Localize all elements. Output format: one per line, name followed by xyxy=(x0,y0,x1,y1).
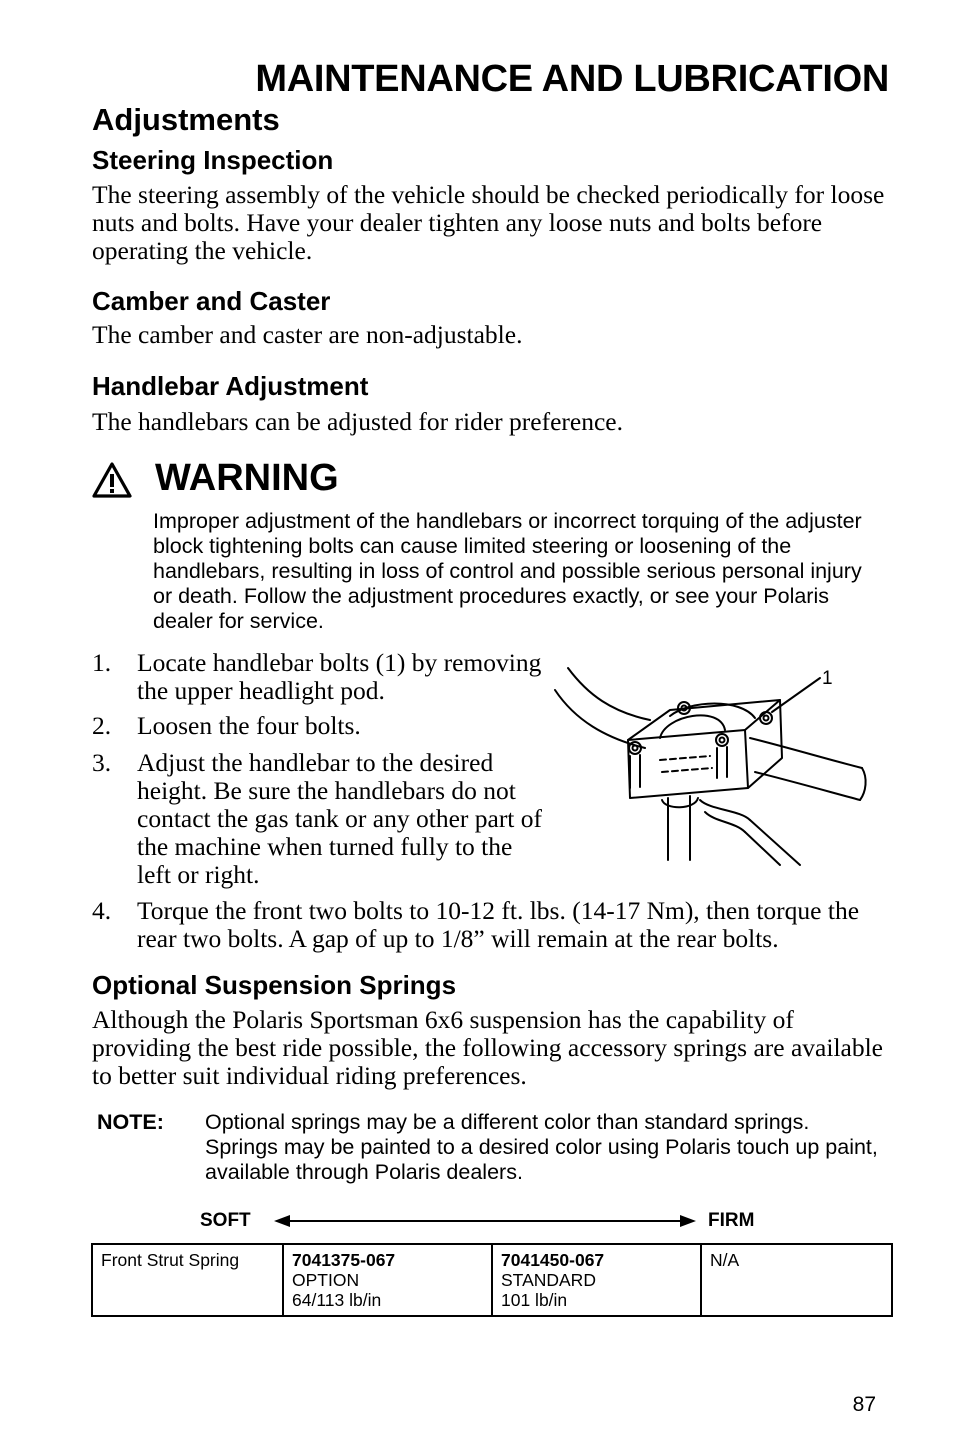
chapter-title: MAINTENANCE AND LUBRICATION xyxy=(255,58,889,100)
suspension-springs-text: Although the Polaris Sportsman 6x6 suspension has the capability of providing the best ride possible, the following accessory springs are available to better suit individual riding preferences. xyxy=(92,1005,883,1090)
soft-firm-double-arrow-icon xyxy=(272,1212,698,1230)
section-title: Adjustments xyxy=(92,102,280,137)
steering-inspection-heading: Steering Inspection xyxy=(92,145,334,175)
step-3 xyxy=(92,749,542,889)
option-spring-cell xyxy=(283,1244,492,1316)
handlebar-adjustment-heading: Handlebar Adjustment xyxy=(92,371,369,401)
camber-caster-text: The camber and caster are non-adjustable. xyxy=(92,320,523,349)
figure-callout-1: 1 xyxy=(822,668,833,689)
row-label-cell xyxy=(92,1244,283,1316)
spring-rate: 64/113 lb/in xyxy=(292,1290,382,1310)
spring-type: STANDARD xyxy=(501,1270,596,1290)
part-number: 7041450-067 xyxy=(501,1250,605,1270)
scale-firm-label: FIRM xyxy=(708,1210,755,1231)
warning-text: Improper adjustment of the handlebars or incorrect torquing of the adjuster block tightening bolts can cause limited steering or loosening of the handlebars, resulting in loss of control and possible serious personal injury or death. Follow the adjustment procedures exactly, or see your Polaris dealer for service. xyxy=(153,509,862,633)
handlebar-adjustment-text: The handlebars can be adjusted for rider preference. xyxy=(92,407,623,436)
spring-table xyxy=(91,1243,893,1317)
step-text: Loosen the four bolts. xyxy=(137,711,361,740)
step-number: 4. xyxy=(92,896,112,925)
camber-caster-heading: Camber and Caster xyxy=(92,286,331,316)
note-label: NOTE: xyxy=(97,1110,164,1134)
row-label: Front Strut Spring xyxy=(101,1250,240,1270)
part-number: 7041375-067 xyxy=(292,1250,396,1270)
note-text: Optional springs may be a different color than standard springs. Springs may be painted to a desired color using Polaris touch up paint, available through Polaris dealers. xyxy=(205,1110,878,1184)
warning-triangle-icon xyxy=(92,462,132,498)
step-number: 1. xyxy=(92,648,112,677)
spring-type: OPTION xyxy=(292,1270,360,1290)
step-4 xyxy=(92,897,896,953)
suspension-springs-heading: Optional Suspension Springs xyxy=(92,970,457,1000)
handlebar-clamp-illustration xyxy=(550,660,890,870)
steering-inspection-text: The steering assembly of the vehicle should be checked periodically for loose nuts and bolts. Have your dealer tighten any loose nuts and bolts before operating the vehicle. xyxy=(92,180,885,265)
step-text: Torque the front two bolts to 10-12 ft. lbs. (14-17 Nm), then torque the rear two bolts. A gap of up to 1/8” will remain at the rear bolts. xyxy=(137,896,860,953)
firm-value: N/A xyxy=(710,1250,740,1270)
standard-spring-cell xyxy=(492,1244,701,1316)
table-row xyxy=(92,1244,892,1316)
step-number: 3. xyxy=(92,748,112,777)
step-number: 2. xyxy=(92,711,112,740)
scale-soft-label: SOFT xyxy=(200,1210,251,1231)
step-text: Locate handlebar bolts (1) by removing the upper headlight pod. xyxy=(137,648,542,705)
step-text: Adjust the handlebar to the desired height. Be sure the handlebars do not contact the gas tank or any other part of the machine when turned fully to the left or right. xyxy=(137,748,543,889)
step-2 xyxy=(92,712,542,740)
warning-title: WARNING xyxy=(155,457,339,499)
page-number: 87 xyxy=(852,1393,876,1416)
spring-rate: 101 lb/in xyxy=(501,1290,568,1310)
step-1 xyxy=(92,649,542,705)
firm-spring-cell xyxy=(701,1244,892,1316)
